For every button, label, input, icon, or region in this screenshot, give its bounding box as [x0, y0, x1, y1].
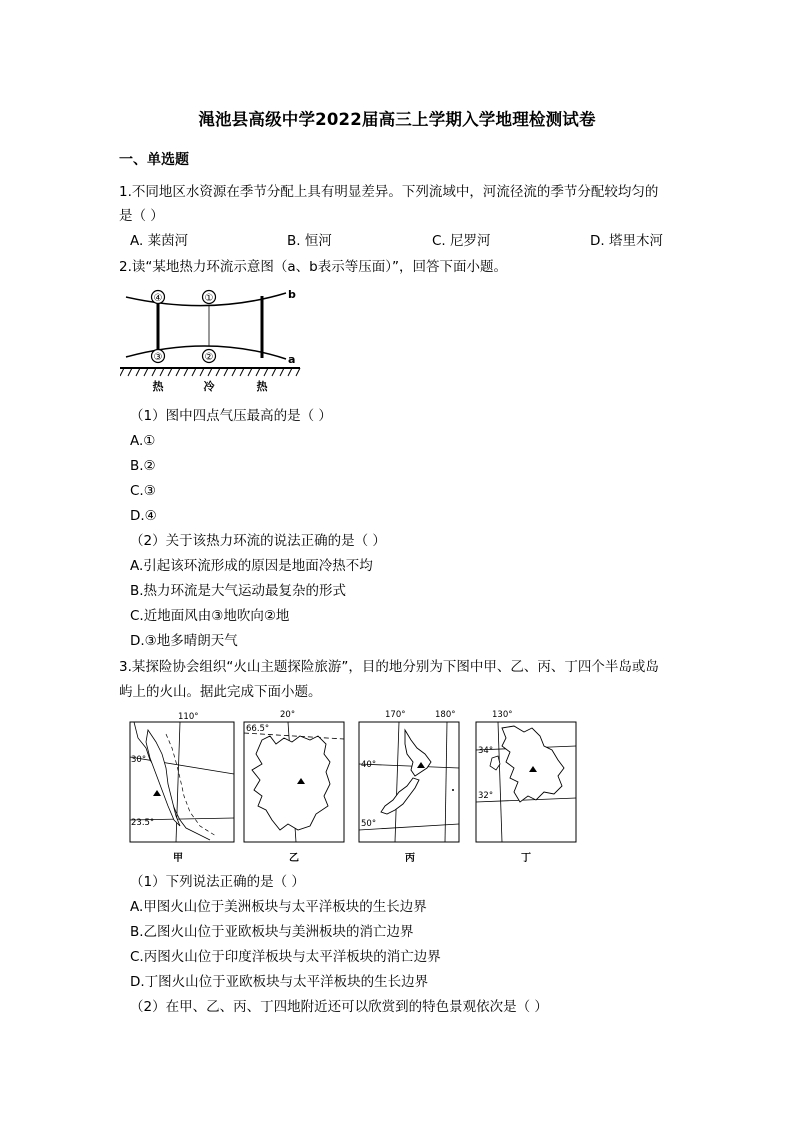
map-bing-lat2: 50°	[361, 819, 377, 829]
q1-stem-line2: 是（ ）	[119, 208, 164, 224]
q2-sub2-option-c: C.近地面风由③地吹向②地	[130, 608, 290, 624]
map-ding-lon-label: 130°	[492, 710, 513, 720]
ground-label-cold: 冷	[203, 380, 215, 393]
q3-sub1-option-b: B.乙图火山位于亚欧板块与美洲板块的消亡边界	[130, 924, 414, 940]
q3-sub1-option-d: D.丁图火山位于亚欧板块与太平洋板块的生长边界	[130, 974, 429, 990]
q2-sub1-option-c: C.③	[130, 483, 156, 499]
map-ding-lat2: 32°	[478, 791, 494, 801]
q1-option-c: C. 尼罗河	[432, 233, 491, 249]
q2-sub2-option-d: D.③地多晴朗天气	[130, 633, 238, 649]
q3-stem-line2: 屿上的火山。据此完成下面小题。	[119, 684, 322, 700]
q1-stem-line1: 1.不同地区水资源在季节分配上具有明显差异。下列流域中，河流径流的季节分配较均匀的	[119, 184, 659, 200]
q1-option-b: B. 恒河	[287, 233, 332, 249]
isobar-a-label: a	[288, 353, 296, 366]
ground-label-hot-right: 热	[256, 380, 268, 393]
q2-stem: 2.读“某地热力环流示意图（a、b表示等压面）”，回答下面小题。	[119, 259, 507, 275]
q2-sub1-stem: （1）图中四点气压最高的是（ ）	[130, 408, 332, 424]
thermal-circulation-diagram	[120, 286, 302, 396]
point-3-label: ③	[153, 352, 163, 363]
point-1-label: ①	[204, 293, 214, 304]
map-yi	[240, 706, 350, 866]
map-bing	[355, 706, 465, 866]
map-bing-label: 丙	[405, 853, 415, 864]
q1-option-d: D. 塔里木河	[590, 233, 663, 249]
map-bing-lon2: 180°	[435, 710, 456, 720]
isobar-b-label: b	[288, 288, 296, 301]
section-heading: 一、单选题	[119, 152, 189, 168]
map-jia-lat-bottom: 23.5°	[131, 818, 155, 828]
q3-sub1-stem: （1）下列说法正确的是（ ）	[130, 874, 305, 890]
map-bing-lon1: 170°	[385, 710, 406, 720]
map-jia-label: 甲	[173, 853, 183, 864]
point-4-label: ④	[153, 293, 163, 304]
map-ding-lat1: 34°	[478, 746, 494, 756]
map-ding	[472, 706, 580, 866]
q2-sub2-option-b: B.热力环流是大气运动最复杂的形式	[130, 583, 347, 599]
q1-option-a: A. 莱茵河	[130, 233, 189, 249]
map-bing-lat1: 40°	[361, 760, 377, 770]
q2-sub1-option-d: D.④	[130, 508, 157, 524]
map-yi-lat-label: 66.5°	[246, 724, 270, 734]
q2-sub1-option-b: B.②	[130, 458, 156, 474]
ground-label-hot-left: 热	[152, 380, 164, 393]
q2-sub2-option-a: A.引起该环流形成的原因是地面冷热不均	[130, 558, 373, 574]
map-yi-label: 乙	[289, 853, 299, 864]
exam-title: 渑池县高级中学2022届高三上学期入学地理检测试卷	[198, 110, 596, 129]
map-jia-lat-top: 30°	[131, 755, 147, 765]
map-jia	[126, 708, 238, 866]
q3-stem-line1: 3.某探险协会组织“火山主题探险旅游”，目的地分别为下图中甲、乙、丙、丁四个半岛或岛	[119, 659, 659, 675]
q3-sub1-option-c: C.丙图火山位于印度洋板块与太平洋板块的消亡边界	[130, 949, 441, 965]
ground-hatching	[120, 368, 300, 376]
q2-sub1-option-a: A.①	[130, 433, 156, 449]
map-ding-label: 丁	[521, 853, 531, 864]
point-2-label: ②	[204, 352, 214, 363]
q3-sub2-stem: （2）在甲、乙、丙、丁四地附近还可以欣赏到的特色景观依次是（ ）	[130, 999, 548, 1015]
map-yi-lon-label: 20°	[280, 710, 296, 720]
q2-sub2-stem: （2）关于该热力环流的说法正确的是（ ）	[130, 533, 386, 549]
q3-sub1-option-a: A.甲图火山位于美洲板块与太平洋板块的生长边界	[130, 899, 427, 915]
map-jia-lon-label: 110°	[178, 712, 199, 722]
